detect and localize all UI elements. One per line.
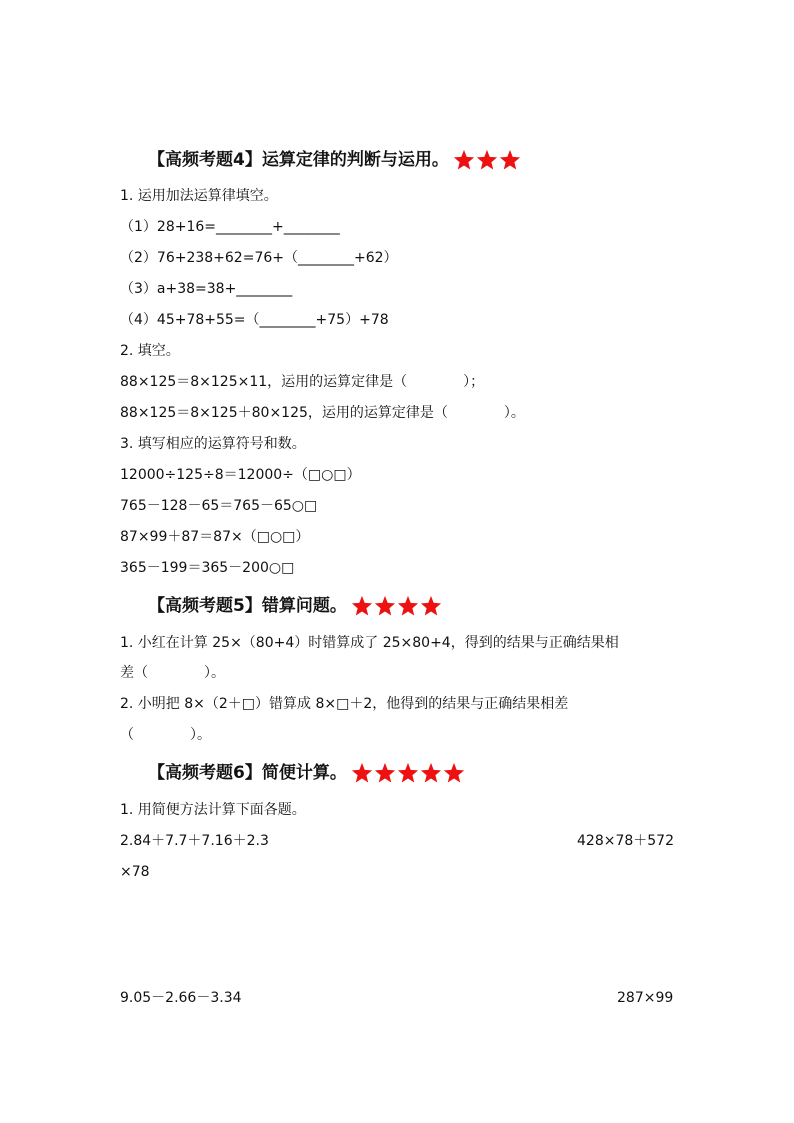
star-icon: [351, 762, 373, 784]
question-line: （4）45+78+55=（________+75）+78: [120, 312, 389, 328]
star-icon: [476, 149, 498, 171]
question-line: （2）76+238+62=76+（________+62）: [120, 250, 398, 266]
question-line: 87×99＋87＝87×（□○□）: [120, 529, 310, 545]
section-5-title: 【高频考题5】错算问题。: [148, 596, 347, 616]
problem-expression: 428×78＋572: [577, 833, 674, 849]
question-line: 差（ ）。: [120, 665, 225, 681]
section-5-heading: [148, 594, 443, 618]
question-line: 88×125＝8×125×11，运用的运算定律是（ ）；: [120, 374, 485, 390]
problem-expression: 287×99: [617, 990, 674, 1006]
problem-expression-continuation: ×78: [120, 864, 150, 880]
question-line: （ ）。: [120, 727, 211, 743]
star-icon: [443, 762, 465, 784]
question-line: 2. 填空。: [120, 343, 180, 359]
question-line: 2. 小明把 8×（2＋□）错算成 8×□＋2，他得到的结果与正确结果相差: [120, 696, 569, 712]
star-icon: [453, 149, 475, 171]
difficulty-stars: [351, 595, 443, 617]
section-6-heading: [148, 761, 466, 785]
star-icon: [374, 595, 396, 617]
section-4-title: 【高频考题4】运算定律的判断与运用。: [148, 150, 449, 170]
star-icon: [499, 149, 521, 171]
question-line: 765－128－65＝765－65○□: [120, 498, 318, 514]
section-4-heading: [148, 148, 522, 172]
star-icon: [397, 762, 419, 784]
section-6-title: 【高频考题6】简便计算。: [148, 763, 347, 783]
question-line: 1. 用简便方法计算下面各题。: [120, 802, 306, 818]
problem-expression: 9.05－2.66－3.34: [120, 990, 242, 1006]
problem-expression: 2.84＋7.7＋7.16＋2.3: [120, 833, 269, 849]
difficulty-stars: [351, 762, 466, 784]
star-icon: [397, 595, 419, 617]
question-line: 88×125＝8×125＋80×125，运用的运算定律是（ ）。: [120, 405, 525, 421]
star-icon: [420, 595, 442, 617]
question-line: 365－199＝365－200○□: [120, 560, 295, 576]
question-line: 1. 运用加法运算律填空。: [120, 188, 278, 204]
star-icon: [351, 595, 373, 617]
question-line: 12000÷125÷8＝12000÷（□○□）: [120, 467, 361, 483]
question-line: 1. 小红在计算 25×（80+4）时错算成了 25×80+4，得到的结果与正确结果相: [120, 635, 619, 651]
difficulty-stars: [453, 149, 522, 171]
question-line: （3）a+38=38+________: [120, 281, 293, 297]
question-line: 3. 填写相应的运算符号和数。: [120, 436, 306, 452]
question-line: （1）28+16=________+________: [120, 219, 340, 235]
star-icon: [420, 762, 442, 784]
star-icon: [374, 762, 396, 784]
